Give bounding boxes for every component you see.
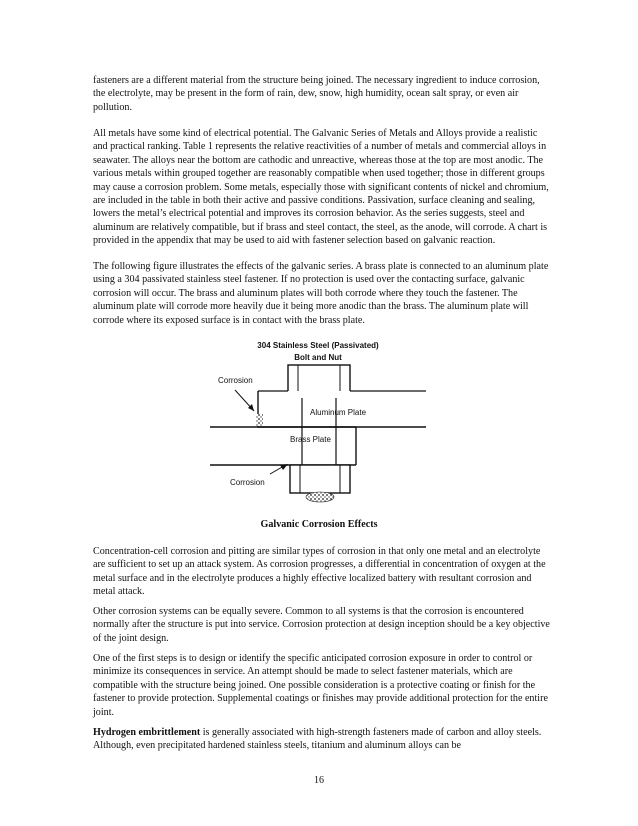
label-aluminum-plate: Aluminum Plate xyxy=(310,408,367,417)
figure-title-line1: 304 Stainless Steel (Passivated) xyxy=(257,341,379,350)
figure-title-line2: Bolt and Nut xyxy=(294,353,342,362)
nut xyxy=(290,465,350,493)
label-corrosion-bottom: Corrosion xyxy=(230,478,265,487)
galvanic-corrosion-figure xyxy=(210,334,426,509)
label-corrosion-top: Corrosion xyxy=(218,376,253,385)
corrosion-deposit-bottom xyxy=(306,492,334,502)
page-number: 16 xyxy=(314,775,324,786)
figure-drawing xyxy=(210,334,426,509)
paragraph-concentration-cell: Concentration-cell corrosion and pitting are similar types of corrosion in that only one metal and an electrolyte are sufficient to set up an attack system. As corrosion progresses, a differential in concentration of oxygen at the metal surface and in the electrolyte produces a highly effective localized battery with resultant corrosion and metal attack. xyxy=(93,546,546,598)
figure-caption: Galvanic Corrosion Effects xyxy=(260,519,378,530)
paragraph-corrosion-systems: Other corrosion systems can be equally severe. Common to all systems is that the corrosion is encountered normally after the structure is put into service. Corrosion protection at design inception should be a key objective of the joint design. xyxy=(93,606,550,644)
term-hydrogen-embrittlement: Hydrogen embrittlement xyxy=(93,727,201,738)
bolt-head xyxy=(288,365,350,393)
corrosion-deposit-edge xyxy=(256,414,263,426)
paragraph-design-steps: One of the first steps is to design or identify the specific anticipated corrosion exposure in order to control or minimize its consequences in service. An attempt should be made to select fastener materials, which are compatible with the structure being joined. One possible consideration is a protective coating or finish for the fastener to provide protection. Supplemental coatings or finishes may provide additional protection for the entire joint. xyxy=(93,653,548,718)
label-brass-plate: Brass Plate xyxy=(290,435,331,444)
paragraph-electrolyte: fasteners are a different material from the structure being joined. The necessary ingredient to induce corrosion, the electrolyte, may be present in the form of rain, dew, snow, high humidity, ocean salt spray, or even air pollution. xyxy=(93,75,540,113)
hydrogen-embrittlement-text: is generally associated with high-strength fasteners made of carbon and alloy steels. Although, even precipitated hardened stainless steels, titanium and aluminum alloys can be xyxy=(93,727,542,752)
paragraph-figure-intro: The following figure illustrates the effects of the galvanic series. A brass plate is connected to an aluminum plate using a 304 passivated stainless steel fastener. If no protection is used over the contacting surface, galvanic corrosion will occur. The brass and aluminum plates will both corrode where they touch the fastener. The aluminum plate will corrode more heavily due it being more anodic than the brass. The aluminum plate will corrode where its exposed surface is in contact with the brass plate. xyxy=(93,261,549,326)
paragraph-galvanic-series: All metals have some kind of electrical potential. The Galvanic Series of Metals and Alloys provide a realistic and practical ranking. Table 1 represents the relative reactivities of a number of metals and commercial alloys in seawater. The alloys near the bottom are cathodic and unreactive, whereas those at the top are most anodic. The various metals within grouped together are reasonably compatible when used together; those in different groups may cause a corrosion problem. Some metals, especially those with significant contents of nickel and chromium, are included in the table in both their active and passive conditions. Passivation, surface cleaning and sealing, lowers the metal’s electrical potential and improves its corrosion behavior. As the series suggests, steel and aluminum are relatively compatible, but if brass and steel contact, the steel, as the anode, will corrode. A chart is provided in the appendix that may be used to aid with fastener selection based on galvanic reaction. xyxy=(93,128,549,247)
paragraph-hydrogen-embrittlement xyxy=(93,726,553,753)
